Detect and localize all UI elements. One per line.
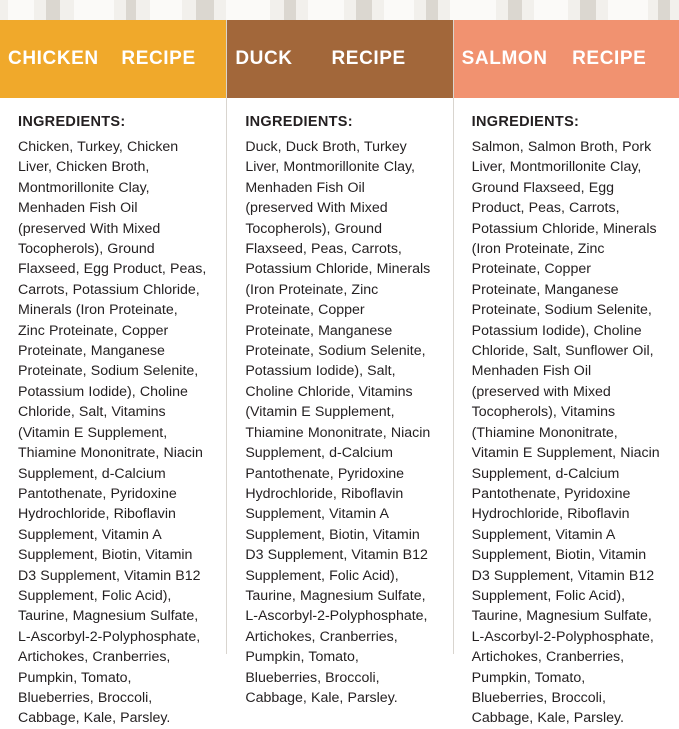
recipe-columns [0,20,679,727]
recipe-title-line1-duck: DUCK [235,48,293,69]
decorative-top-texture-strip [0,0,679,20]
ingredients-text-salmon: Salmon, Salmon Broth, Pork Liver, Montmorillonite Clay, Ground Flaxseed, Egg Product, Peas, Carrots, Potassium Chloride, Minerals (Iron Proteinate, Zinc Proteinate, Copper Proteinate, Manganese Proteinate, Sodium Selenite, Potassium Iodide), Choline Chloride, Salt, Sunflower Oil, Menhaden Fish Oil (preserved with Mixed Tocopherols), Vitamins (Thiamine Mononitrate, Vitamin E Supplement, Niacin Supplement, d-Calcium Pantothenate, Pyridoxine Hydrochloride, Riboflavin Supplement, Vitamin A Supplement, Biotin, Vitamin D3 Supplement, Vitamin B12 Supplement, Folic Acid), Taurine, Magnesium Sulfate, L-Ascorbyl-2-Polyphosphate, Artichokes, Cranberries, Pumpkin, Tomato, Blueberries, Broccoli, Cabbage, Kale, Parsley. [471,139,660,727]
ingredients-label-salmon: INGREDIENTS: [471,114,580,130]
recipe-title-line2-duck: RECIPE [331,48,406,69]
recipe-header-salmon [454,20,679,98]
recipe-body-duck [227,98,452,708]
recipe-column-duck [226,20,452,706]
recipe-column-salmon [453,20,679,727]
recipe-header-duck [227,20,452,98]
ingredients-text-chicken: Chicken, Turkey, Chicken Liver, Chicken Broth, Montmorillonite Clay, Menhaden Fish Oil (preserved With Mixed Tocopherols), Ground Flaxseed, Egg Product, Peas, Carrots, Potassium Chloride, Minerals (Iron Proteinate, Zinc Proteinate, Copper Proteinate, Manganese Proteinate, Sodium Selenite, Potassium Iodide), Choline Chloride, Salt, Vitamins (Vitamin E Supplement, Thiamine Mononitrate, Niacin Supplement, d-Calcium Pantothenate, Pyridoxine Hydrochloride, Riboflavin Supplement, Vitamin A Supplement, Biotin, Vitamin D3 Supplement, Vitamin B12 Supplement, Folic Acid), Taurine, Magnesium Sulfate, L-Ascorbyl-2-Polyphosphate, Artichokes, Cranberries, Pumpkin, Tomato, Blueberries, Broccoli, Cabbage, Kale, Parsley. [18,139,207,727]
recipe-title-line2-salmon: RECIPE [572,48,647,69]
recipe-title-line1-chicken: CHICKEN [8,48,99,69]
recipe-header-chicken [0,20,226,98]
ingredients-label-chicken: INGREDIENTS: [18,114,126,130]
ingredients-text-duck: Duck, Duck Broth, Turkey Liver, Montmorillonite Clay, Menhaden Fish Oil (preserved With Mixed Tocopherols), Ground Flaxseed, Peas, Carrots, Potassium Chloride, Minerals (Iron Proteinate, Zinc Proteinate, Copper Proteinate, Manganese Proteinate, Sodium Selenite, Potassium Iodide), Salt, Choline Chloride, Vitamins (Vitamin E Supplement, Thiamine Mononitrate, Niacin Supplement, d-Calcium Pantothenate, Pyridoxine Hydrochloride, Riboflavin Supplement, Vitamin A Supplement, Biotin, Vitamin D3 Supplement, Vitamin B12 Supplement, Folic Acid), Taurine, Magnesium Sulfate, L-Ascorbyl-2-Polyphosphate, Artichokes, Cranberries, Pumpkin, Tomato, Blueberries, Broccoli, Cabbage, Kale, Parsley. [245,139,431,706]
recipe-body-chicken [0,98,226,729]
recipe-body-salmon [454,98,679,729]
recipe-title-line2-chicken: RECIPE [121,48,196,69]
recipe-column-chicken [0,20,226,727]
recipe-title-line1-salmon: SALMON [461,48,548,69]
ingredients-label-duck: INGREDIENTS: [245,114,353,130]
